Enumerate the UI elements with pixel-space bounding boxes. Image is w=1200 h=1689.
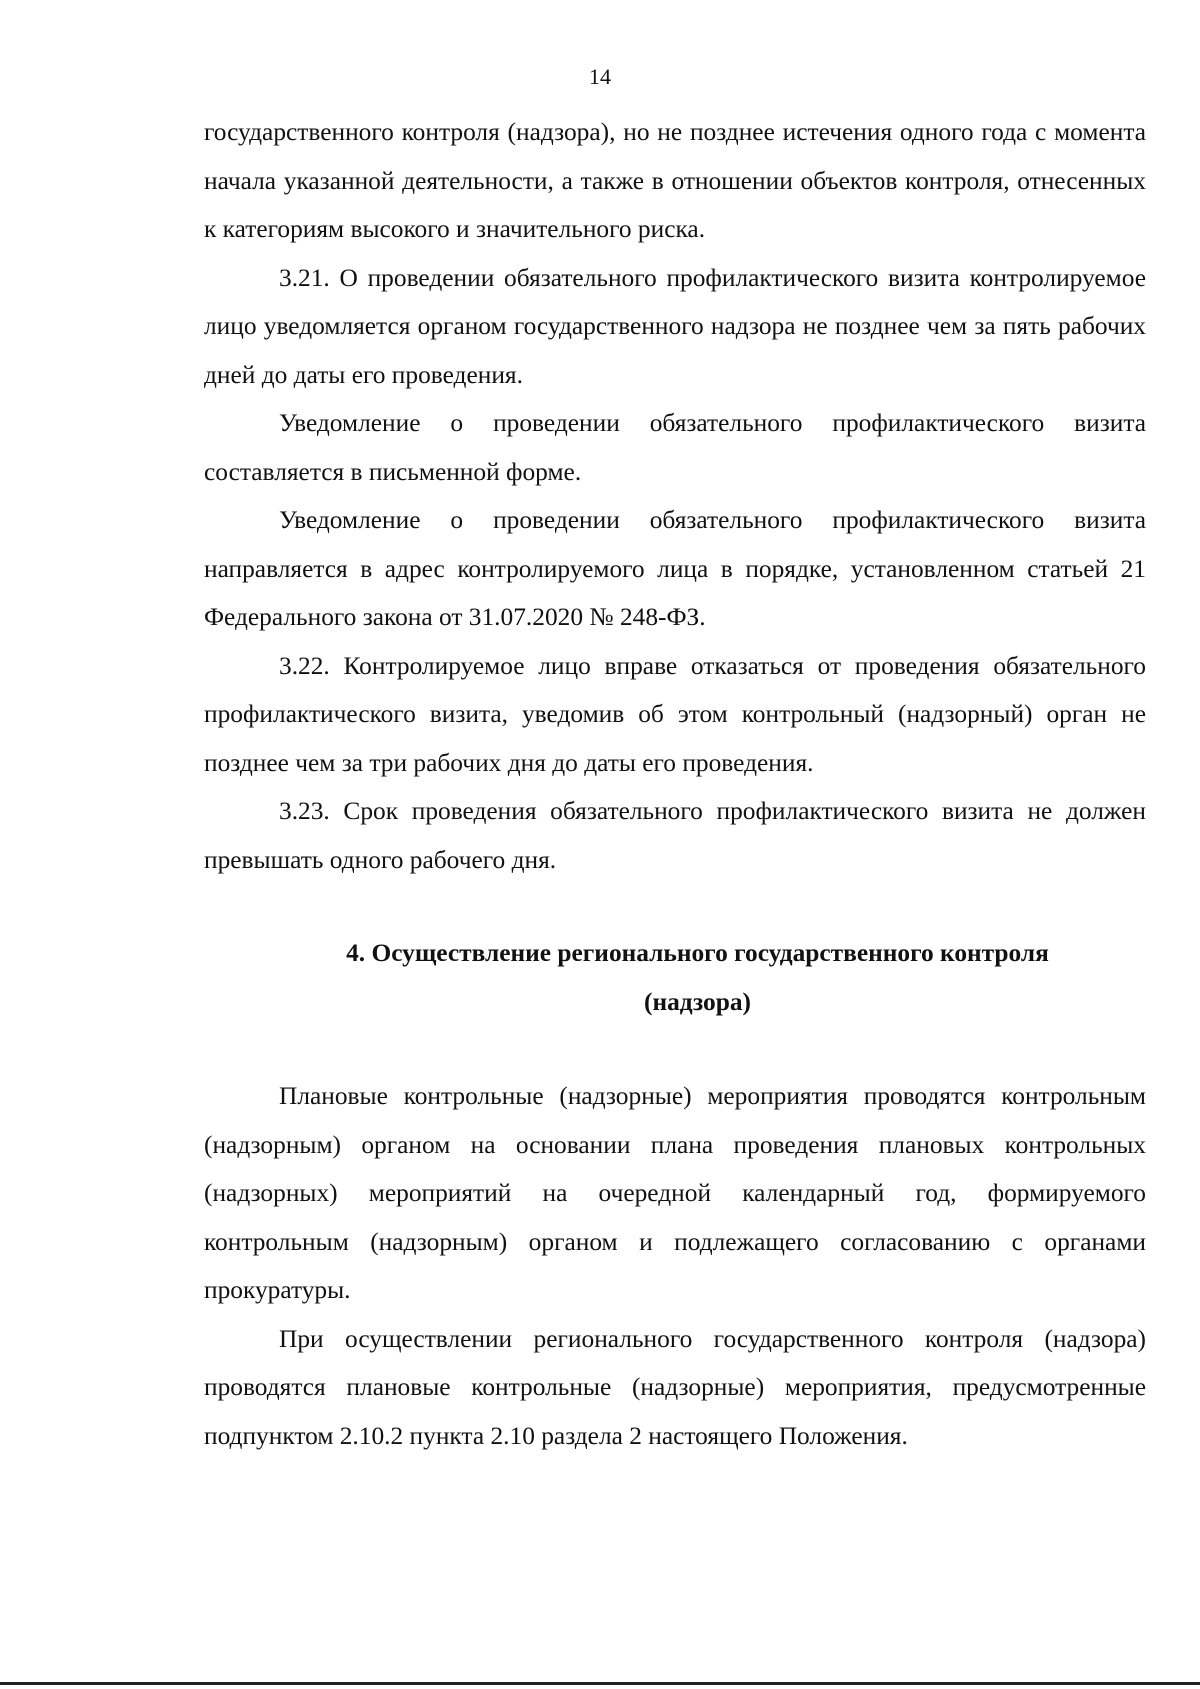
section-4-heading-line-2: (надзора) (644, 987, 751, 1016)
paragraph-3-22: 3.22. Контролируемое лицо вправе отказаться от проведения обязательного профилактического визита, уведомив об этом контрольный (надзорный) орган не позднее чем за три рабочих дня до даты его проведения. (204, 651, 1146, 777)
page-number: 14 (589, 64, 611, 89)
paragraph-notice-delivery: Уведомление о проведении обязательного профилактического визита направляется в адрес контролируемого лица в порядке, установленном статьей 21 Федерального закона от 31.07.2020 № 248-ФЗ. (204, 506, 1146, 631)
paragraph-planned-measures: Плановые контрольные (надзорные) мероприятия проводятся контрольным (надзорным) органом на основании плана проведения плановых контрольных (надзорных) мероприятий на очередной календарный год, формируемого контрольным (надзорным) органом и подлежащего согласованию с органами прокуратуры. (204, 1082, 1146, 1304)
section-4-heading (249, 929, 1146, 1026)
paragraph-notice-form: Уведомление о проведении обязательного профилактического визита составляется в письменной форме. (204, 409, 1146, 486)
document-body (204, 108, 1146, 1460)
section-4-heading-line-1: 4. Осуществление регионального государственного контроля (346, 939, 1049, 967)
paragraph-3-23: 3.23. Срок проведения обязательного профилактического визита не должен превышать одного рабочего дня. (204, 797, 1146, 874)
paragraph-3-21: 3.21. О проведении обязательного профилактического визита контролируемое лицо уведомляется органом государственного надзора не позднее чем за пять рабочих дней до даты его проведения. (204, 263, 1146, 389)
paragraph-regional-control: При осуществлении регионального государственного контроля (надзора) проводятся плановые контрольные (надзорные) мероприятия, предусмотренные подпунктом 2.10.2 пункта 2.10 раздела 2 настоящего Положения. (204, 1324, 1146, 1450)
bottom-scan-edge (0, 1682, 1200, 1685)
paragraph-continuation: государственного контроля (надзора), но не позднее истечения одного года с момента начала указанной деятельности, а также в отношении объектов контроля, отнесенных к категориям высокого и значительного риска. (204, 118, 1146, 243)
